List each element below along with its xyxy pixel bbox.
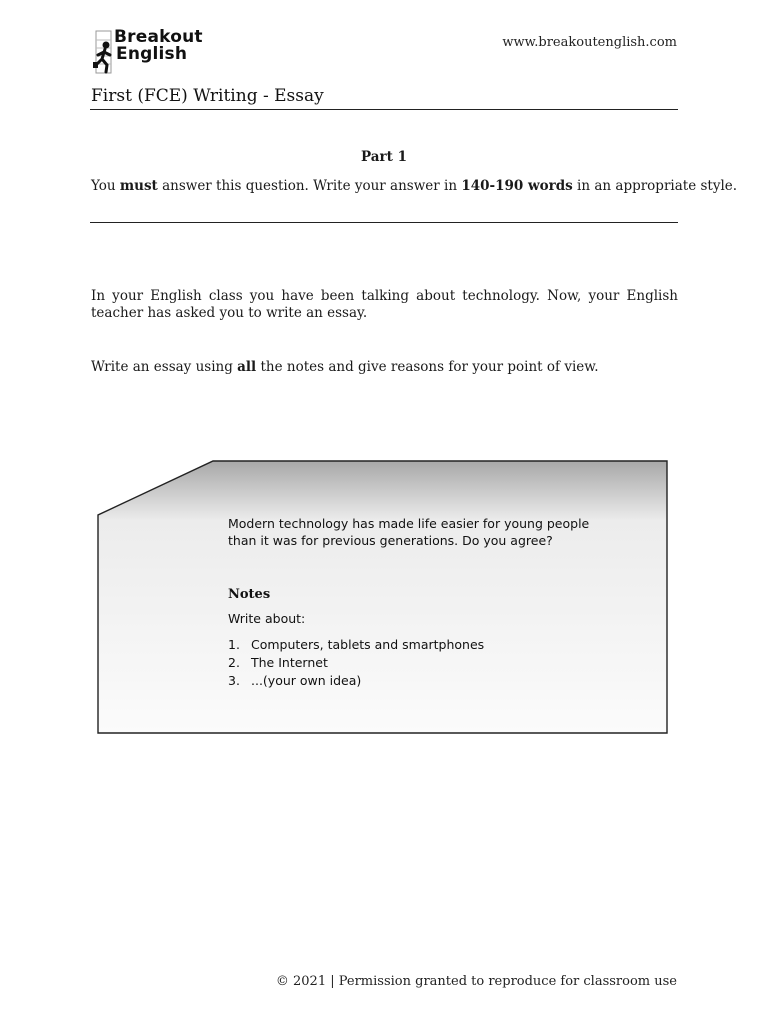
part-heading: Part 1 [361, 149, 407, 165]
task-text-1: Write an essay using [91, 359, 238, 375]
logo-line-1: Breakout [114, 27, 203, 47]
essay-prompt-content [228, 515, 608, 690]
list-text: Computers, tablets and smartphones [251, 637, 485, 652]
write-about-label: Write about: [228, 611, 306, 626]
list-text: The Internet [251, 655, 328, 670]
instruction-emphasis-must: must [119, 178, 158, 194]
header-divider [90, 109, 678, 110]
logo-line-2: English [116, 44, 188, 64]
site-url: www.breakoutenglish.com [502, 35, 677, 50]
essay-question-line-1: Modern technology has made life easier for young people [228, 516, 590, 531]
notes-heading: Notes [228, 587, 271, 602]
part-instruction [91, 178, 737, 194]
instruction-emphasis-words: 140-190 words [461, 178, 573, 194]
instruction-text-2: answer this question. Write your answer in [157, 178, 462, 194]
instruction-text-1: You [91, 178, 120, 194]
footer-permission: © 2021 | Permission granted to reproduce for classroom use [275, 974, 677, 989]
list-item [228, 654, 608, 672]
notes-list [228, 636, 608, 690]
list-number: 3. [228, 673, 240, 688]
breakout-english-logo [92, 28, 208, 78]
list-number: 1. [228, 637, 240, 652]
list-text: ...(your own idea) [251, 673, 362, 688]
logo-wordmark [114, 29, 203, 63]
essay-question [228, 515, 608, 549]
list-item [228, 672, 608, 690]
list-item [228, 636, 608, 654]
task-emphasis-all: all [237, 359, 257, 375]
essay-question-line-2: than it was for previous generations. Do you agree? [228, 533, 553, 548]
task-text-2: the notes and give reasons for your point of view. [256, 359, 599, 375]
instruction-text-3: in an appropriate style. [572, 178, 738, 194]
page-title: First (FCE) Writing - Essay [91, 86, 324, 106]
section-divider [90, 222, 678, 223]
task-instruction [91, 359, 599, 375]
intro-paragraph: In your English class you have been talking about technology. Now, your English teacher has asked you to write an essay. [91, 288, 678, 321]
list-number: 2. [228, 655, 240, 670]
